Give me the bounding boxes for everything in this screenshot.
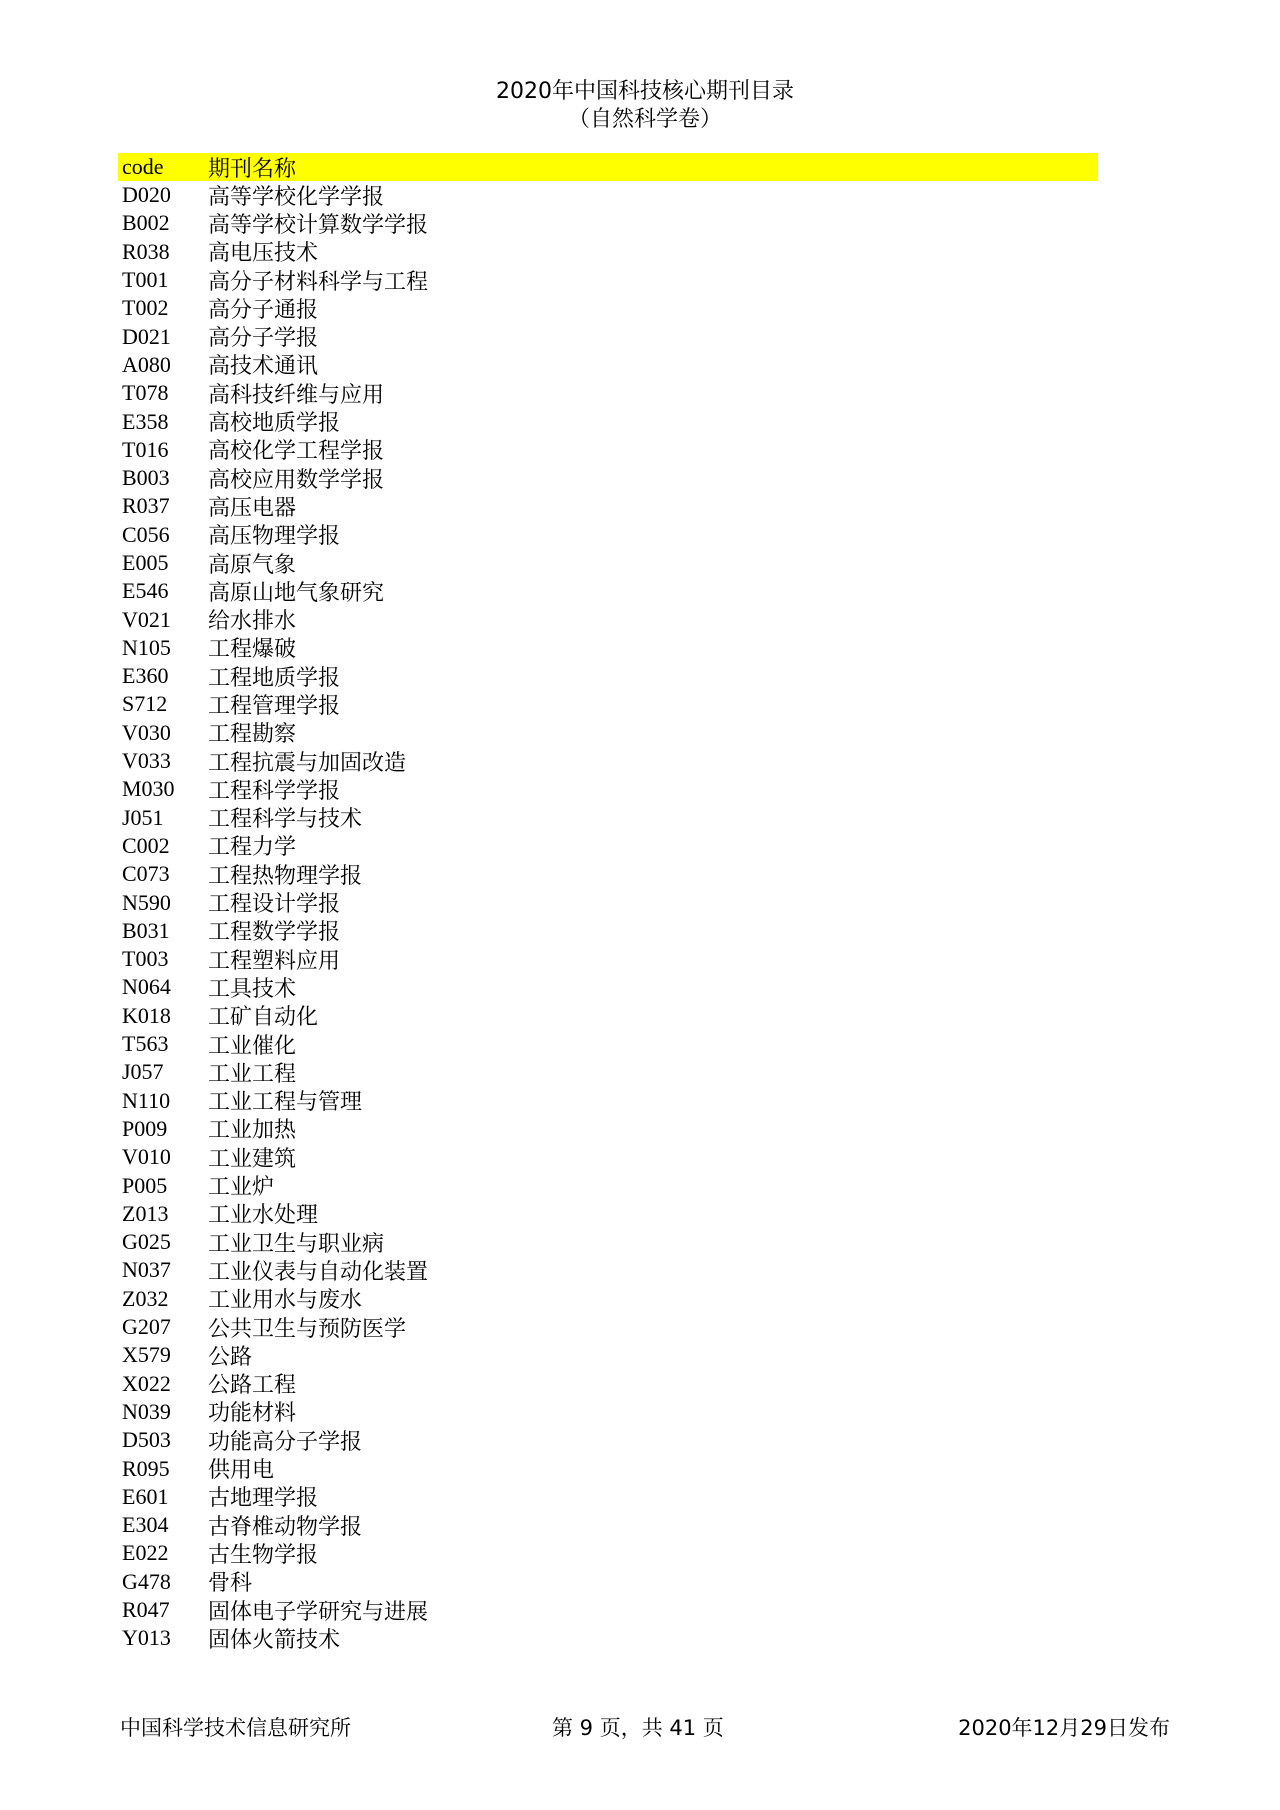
table-row — [118, 662, 1098, 690]
table-row — [118, 181, 1098, 209]
table-row — [118, 1454, 1098, 1482]
journal-code: J051 — [122, 804, 164, 830]
journal-code: C056 — [122, 521, 170, 547]
table-row — [118, 436, 1098, 464]
footer-publisher: 中国科学技术信息研究所 — [120, 1716, 351, 1740]
table-row — [118, 690, 1098, 718]
journal-name: 供用电 — [208, 1458, 275, 1484]
journal-code: B003 — [122, 465, 170, 491]
table-row — [118, 1511, 1098, 1539]
journal-name: 公共卫生与预防医学 — [208, 1316, 407, 1342]
journal-name: 工程地质学报 — [208, 665, 341, 691]
journal-code: G207 — [122, 1314, 171, 1340]
table-row — [118, 1087, 1098, 1115]
table-row — [118, 832, 1098, 860]
table-header-row — [118, 153, 1098, 181]
journal-code: J057 — [122, 1059, 164, 1085]
journal-code: M030 — [122, 776, 175, 802]
header-code: code — [122, 154, 164, 179]
journal-table — [118, 153, 1098, 1652]
document-title — [0, 78, 1280, 134]
journal-name: 功能高分子学报 — [208, 1429, 363, 1455]
table-row — [118, 1483, 1098, 1511]
table-row — [118, 719, 1098, 747]
journal-code: N110 — [122, 1087, 171, 1113]
journal-code: T078 — [122, 380, 169, 406]
journal-name: 公路工程 — [208, 1373, 297, 1399]
journal-name: 工业建筑 — [208, 1146, 297, 1172]
title-line-2: （自然科学卷） — [567, 107, 722, 132]
journal-code: V030 — [122, 719, 171, 745]
table-row — [118, 1200, 1098, 1228]
journal-code: T003 — [122, 946, 169, 972]
journal-code: D021 — [122, 323, 171, 349]
table-row — [118, 1398, 1098, 1426]
footer-date: 2020年12月29日发布 — [958, 1716, 1170, 1740]
table-row — [118, 1285, 1098, 1313]
journal-code: P009 — [122, 1115, 168, 1141]
table-row — [118, 549, 1098, 577]
journal-code: N037 — [122, 1257, 171, 1283]
journal-name: 古脊椎动物学报 — [208, 1514, 363, 1540]
journal-code: N039 — [122, 1398, 171, 1424]
journal-code: X022 — [122, 1370, 171, 1396]
journal-name: 工业卫生与职业病 — [208, 1231, 385, 1257]
table-row — [118, 407, 1098, 435]
table-row — [118, 634, 1098, 662]
journal-code: R038 — [122, 238, 170, 264]
title-line-1: 2020年中国科技核心期刊目录 — [496, 79, 794, 104]
journal-code: N590 — [122, 889, 171, 915]
table-row — [118, 1369, 1098, 1397]
journal-code: V033 — [122, 748, 171, 774]
journal-name: 固体火箭技术 — [208, 1627, 341, 1653]
journal-code: V021 — [122, 606, 171, 632]
journal-code: C002 — [122, 832, 170, 858]
journal-name: 高校化学工程学报 — [208, 439, 385, 465]
journal-code: D020 — [122, 182, 171, 208]
table-row — [118, 351, 1098, 379]
journal-code: E358 — [122, 408, 169, 434]
journal-name: 工矿自动化 — [208, 1005, 319, 1031]
journal-name: 高原山地气象研究 — [208, 580, 385, 606]
journal-name: 工程设计学报 — [208, 892, 341, 918]
table-row — [118, 492, 1098, 520]
table-body — [118, 181, 1098, 1652]
table-row — [118, 1624, 1098, 1652]
table-row — [118, 209, 1098, 237]
journal-code: V010 — [122, 1144, 171, 1170]
journal-name: 工程勘察 — [208, 722, 297, 748]
journal-code: E360 — [122, 663, 169, 689]
journal-name: 公路 — [208, 1344, 253, 1370]
table-row — [118, 322, 1098, 350]
journal-name: 高电压技术 — [208, 241, 319, 267]
header-name: 期刊名称 — [208, 156, 297, 182]
table-row — [118, 238, 1098, 266]
table-row — [118, 577, 1098, 605]
journal-code: B031 — [122, 917, 170, 943]
journal-code: G478 — [122, 1568, 171, 1594]
journal-code: E005 — [122, 550, 169, 575]
journal-name: 工业用水与废水 — [208, 1288, 363, 1314]
journal-name: 工程爆破 — [208, 637, 297, 663]
journal-code: T016 — [122, 436, 169, 462]
journal-name: 工程科学与技术 — [208, 807, 363, 833]
table-row — [118, 1058, 1098, 1086]
journal-name: 古生物学报 — [208, 1542, 319, 1568]
journal-name: 功能材料 — [208, 1401, 297, 1427]
table-row — [118, 888, 1098, 916]
journal-name: 工业水处理 — [208, 1203, 319, 1229]
journal-code: K018 — [122, 1002, 171, 1028]
journal-code: G025 — [122, 1229, 171, 1255]
table-row — [118, 945, 1098, 973]
journal-name: 工业工程与管理 — [208, 1090, 363, 1116]
journal-name: 高分子学报 — [208, 326, 319, 352]
journal-code: E601 — [122, 1483, 169, 1509]
journal-name: 工程力学 — [208, 835, 297, 861]
table-row — [118, 860, 1098, 888]
journal-name: 工业工程 — [208, 1061, 297, 1087]
journal-code: E546 — [122, 578, 169, 604]
journal-code: N064 — [122, 974, 171, 1000]
table-row — [118, 917, 1098, 945]
journal-name: 古地理学报 — [208, 1486, 319, 1512]
table-row — [118, 379, 1098, 407]
journal-name: 固体电子学研究与进展 — [208, 1599, 429, 1625]
table-row — [118, 605, 1098, 633]
journal-name: 高分子通报 — [208, 297, 319, 323]
table-row — [118, 1171, 1098, 1199]
journal-name: 工业炉 — [208, 1175, 275, 1201]
journal-code: Z032 — [122, 1285, 169, 1311]
table-row — [118, 521, 1098, 549]
table-row — [118, 1426, 1098, 1454]
table-row — [118, 973, 1098, 1001]
table-row — [118, 294, 1098, 322]
journal-code: C073 — [122, 861, 170, 887]
journal-name: 高原气象 — [208, 552, 297, 578]
journal-name: 工程抗震与加固改造 — [208, 750, 407, 776]
journal-code: E304 — [122, 1512, 169, 1538]
journal-name: 高等学校化学学报 — [208, 184, 385, 210]
journal-name: 高分子材料科学与工程 — [208, 269, 429, 295]
journal-code: X579 — [122, 1342, 171, 1368]
table-row — [118, 1115, 1098, 1143]
page-footer — [0, 1712, 1280, 1742]
table-row — [118, 747, 1098, 775]
table-row — [118, 1030, 1098, 1058]
journal-code: T002 — [122, 295, 169, 321]
table-row — [118, 1341, 1098, 1369]
journal-name: 高技术通讯 — [208, 354, 319, 380]
journal-code: R095 — [122, 1455, 170, 1481]
table-row — [118, 1143, 1098, 1171]
journal-name: 高等学校计算数学学报 — [208, 212, 429, 238]
journal-name: 骨科 — [208, 1571, 253, 1597]
journal-name: 高校应用数学学报 — [208, 467, 385, 493]
journal-code: P005 — [122, 1172, 168, 1198]
journal-name: 工业仪表与自动化装置 — [208, 1259, 429, 1285]
footer-page-info: 第 9 页，共 41 页 — [552, 1716, 724, 1740]
journal-name: 高压物理学报 — [208, 524, 341, 550]
journal-code: T563 — [122, 1031, 169, 1057]
table-row — [118, 804, 1098, 832]
table-row — [118, 1002, 1098, 1030]
journal-code: D503 — [122, 1427, 171, 1453]
table-row — [118, 1228, 1098, 1256]
journal-name: 高压电器 — [208, 495, 297, 521]
journal-code: Y013 — [122, 1625, 171, 1651]
table-row — [118, 1256, 1098, 1284]
journal-code: R047 — [122, 1596, 170, 1622]
journal-code: R037 — [122, 493, 170, 519]
journal-code: Z013 — [122, 1200, 169, 1226]
journal-name: 高科技纤维与应用 — [208, 382, 385, 408]
table-row — [118, 775, 1098, 803]
journal-code: E022 — [122, 1540, 169, 1566]
journal-code: T001 — [122, 267, 169, 293]
journal-name: 工程管理学报 — [208, 694, 341, 719]
journal-code: S712 — [122, 691, 168, 717]
journal-code: N105 — [122, 634, 171, 660]
journal-name: 工具技术 — [208, 976, 297, 1002]
journal-name: 工程塑料应用 — [208, 948, 341, 974]
journal-name: 工程科学学报 — [208, 778, 341, 804]
table-row — [118, 266, 1098, 294]
journal-code: B002 — [122, 210, 170, 236]
journal-name: 给水排水 — [208, 609, 297, 635]
journal-name: 工业催化 — [208, 1033, 297, 1059]
journal-name: 工程热物理学报 — [208, 863, 363, 889]
journal-name: 高校地质学报 — [208, 411, 341, 437]
table-row — [118, 464, 1098, 492]
table-row — [118, 1596, 1098, 1624]
table-row — [118, 1539, 1098, 1567]
journal-name: 工程数学学报 — [208, 920, 341, 946]
table-row — [118, 1313, 1098, 1341]
journal-code: A080 — [122, 351, 171, 377]
table-row — [118, 1568, 1098, 1596]
journal-name: 工业加热 — [208, 1118, 297, 1144]
